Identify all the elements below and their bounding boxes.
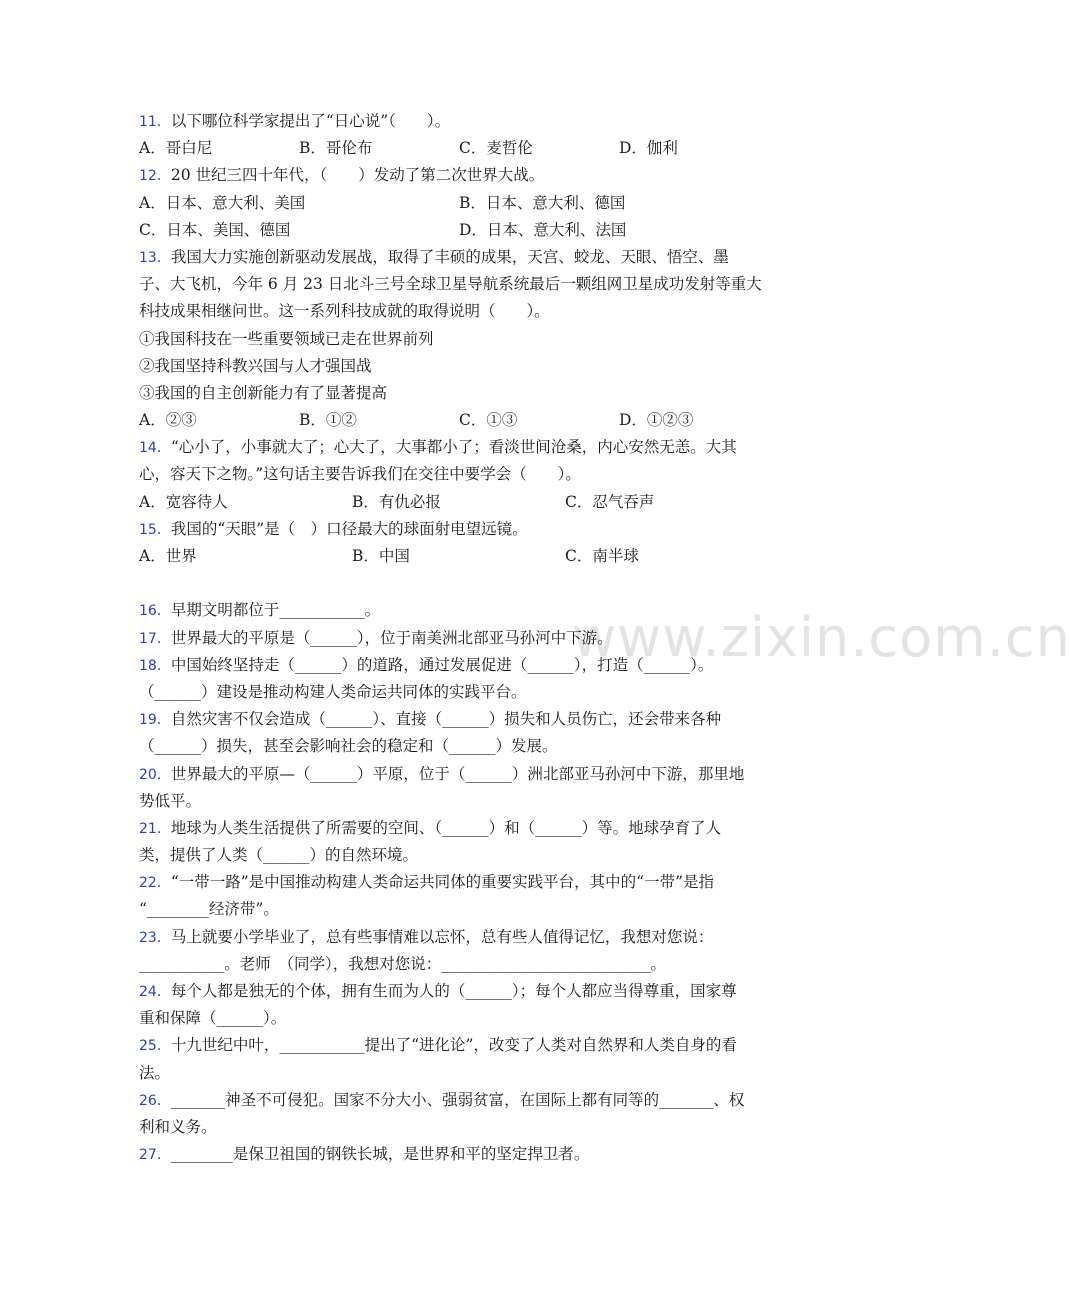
question-number: 12．	[139, 168, 171, 185]
question-text: 20 世纪三四十年代，（ ）发动了第二次世界大战。	[170, 166, 545, 185]
question-15	[139, 516, 789, 543]
question-text: 自然灾害不仅会造成（______）、直接（______）损失和人员伤亡，还会带来各种	[170, 710, 722, 729]
question-text-continued: 心，容天下之物。”这句话主要告诉我们在交往中要学会（ ）。	[139, 465, 581, 484]
option-a: A．②③	[139, 411, 197, 430]
question-text: 我国的“天眼”是（ ）口径最大的球面射电望远镜。	[170, 519, 528, 538]
question-number: 20．	[139, 766, 171, 783]
question-text-continued: 势低平。	[139, 791, 202, 810]
question-number: 11．	[139, 114, 171, 130]
question-text: 世界最大的平原是（______），位于南美洲北部亚马孙河中下游。	[170, 628, 613, 647]
question-20	[139, 761, 789, 788]
option-a: A．宽容待人	[139, 492, 228, 511]
option-c: C．日本、美国、德国	[139, 220, 291, 239]
question-text: 地球为人类生活提供了所需要的空间、（______）和（______）等。地球孕育了人	[170, 818, 722, 837]
option-d: D．①②③	[619, 411, 694, 430]
question-25	[139, 1032, 789, 1059]
question-text-continued: 子、大飞机，今年 6 月 23 日北斗三号全球卫星导航系统最后一颗组网卫星成功发射等重大	[139, 275, 762, 294]
question-text-continued: “________经济带”。	[139, 900, 279, 919]
question-number: 27．	[139, 1147, 171, 1164]
options-14	[139, 489, 789, 516]
options-13	[139, 407, 789, 434]
question-14	[139, 434, 789, 461]
question-text-continued: 科技成果相继问世。这一系列科技成就的取得说明（ ）。	[139, 302, 550, 321]
question-text-continued: ___________。老师 （同学），我想对您说：___________________________。	[139, 954, 667, 973]
question-text: 中国始终坚持走（______）的道路，通过发展促进（______），打造（______）。	[170, 655, 714, 674]
options-12-row1	[139, 190, 789, 217]
question-number: 17．	[139, 630, 171, 647]
section-gap	[139, 570, 789, 597]
question-23	[139, 924, 789, 951]
question-text-continued: （______）建设是推动构建人类命运共同体的实践平台。	[139, 682, 527, 701]
option-b: B．哥伦布	[299, 139, 373, 158]
question-12	[139, 162, 789, 189]
question-number: 14．	[139, 440, 171, 457]
question-text: 我国大力实施创新驱动发展战，取得了丰硕的成果，天宫、蛟龙、天眼、悟空、墨	[170, 247, 729, 266]
option-a: A．世界	[139, 547, 197, 565]
option-b: B．日本、意大利、德国	[459, 193, 626, 212]
question-text: 世界最大的平原—（______）平原，位于（______）洲北部亚马孙河中下游，那里地	[170, 764, 745, 783]
question-text: 每个人都是独无的个体，拥有生而为人的（______）；每个人都应当得尊重，国家尊	[170, 982, 737, 1000]
question-number: 22．	[139, 875, 171, 892]
option-b: B．①②	[299, 411, 357, 430]
option-c: C．南半球	[565, 547, 639, 565]
question-number: 18．	[139, 657, 171, 674]
question-text: 十九世纪中叶，___________提出了“进化论”，改变了人类对自然界和人类自身的看	[170, 1036, 737, 1055]
question-number: 23．	[139, 929, 171, 946]
question-number: 19．	[139, 712, 171, 729]
statement-2: ②我国坚持科教兴国与人才强国战	[139, 356, 372, 375]
question-number: 13．	[139, 249, 171, 266]
statement-3: ③我国的自主创新能力有了显著提高	[139, 383, 388, 402]
options-12-row2	[139, 217, 789, 244]
question-17	[139, 625, 789, 652]
question-text: ________是保卫祖国的钢铁长城，是世界和平的坚定捍卫者。	[170, 1145, 590, 1164]
question-text: _______神圣不可侵犯。国家不分大小、强弱贫富，在国际上都有同等的_______、权	[170, 1090, 745, 1109]
question-number: 24．	[139, 984, 171, 1000]
question-18	[139, 652, 789, 679]
question-text-continued: 类，提供了人类（______）的自然环境。	[139, 846, 419, 865]
question-text: 马上就要小学毕业了，总有些事情难以忘怀，总有些人值得记忆，我想对您说：	[170, 927, 714, 946]
option-b: B．中国	[352, 547, 410, 565]
question-27	[139, 1141, 789, 1168]
question-number: 16．	[139, 603, 171, 620]
question-text-continued: 利和义务。	[139, 1117, 217, 1136]
question-number: 21．	[139, 820, 171, 837]
option-a: A．日本、意大利、美国	[139, 193, 306, 212]
question-24	[139, 978, 789, 1005]
question-16	[139, 597, 789, 624]
watermark: www.zixin.com.cn	[572, 606, 1071, 669]
question-list	[139, 108, 789, 1168]
question-number: 26．	[139, 1092, 171, 1109]
question-number: 15．	[139, 521, 171, 538]
question-text-continued: 重和保障（______）。	[139, 1009, 287, 1028]
question-text: 早期文明都位于___________。	[170, 601, 381, 620]
question-number: 25．	[139, 1038, 171, 1055]
question-21	[139, 815, 789, 842]
option-d: D．伽利	[619, 139, 678, 158]
question-19	[139, 706, 789, 733]
options-11	[139, 135, 789, 162]
option-b: B．有仇必报	[352, 492, 441, 511]
question-13	[139, 244, 789, 271]
question-text: “一带一路”是中国推动构建人类命运共同体的重要实践平台，其中的“一带”是指	[170, 873, 715, 892]
question-text: 以下哪位科学家提出了“日心说”（ ）。	[170, 112, 451, 130]
question-text: “心小了，小事就大了；心大了，大事都小了；看淡世间沧桑，内心安然无恙。大其	[170, 438, 737, 457]
question-text-continued: （______）损失，甚至会影响社会的稳定和（______）发展。	[139, 737, 558, 756]
question-26	[139, 1087, 789, 1114]
option-c: C．忍气吞声	[565, 492, 655, 511]
option-d: D．日本、意大利、法国	[459, 220, 627, 239]
option-c: C．麦哲伦	[459, 139, 533, 158]
option-a: A．哥白尼	[139, 139, 213, 158]
question-22	[139, 869, 789, 896]
statement-1: ①我国科技在一些重要领域已走在世界前列	[139, 329, 434, 348]
option-c: C．①③	[459, 411, 518, 430]
question-text-continued: 法。	[139, 1063, 171, 1082]
options-15	[139, 543, 789, 570]
question-11	[139, 108, 789, 135]
